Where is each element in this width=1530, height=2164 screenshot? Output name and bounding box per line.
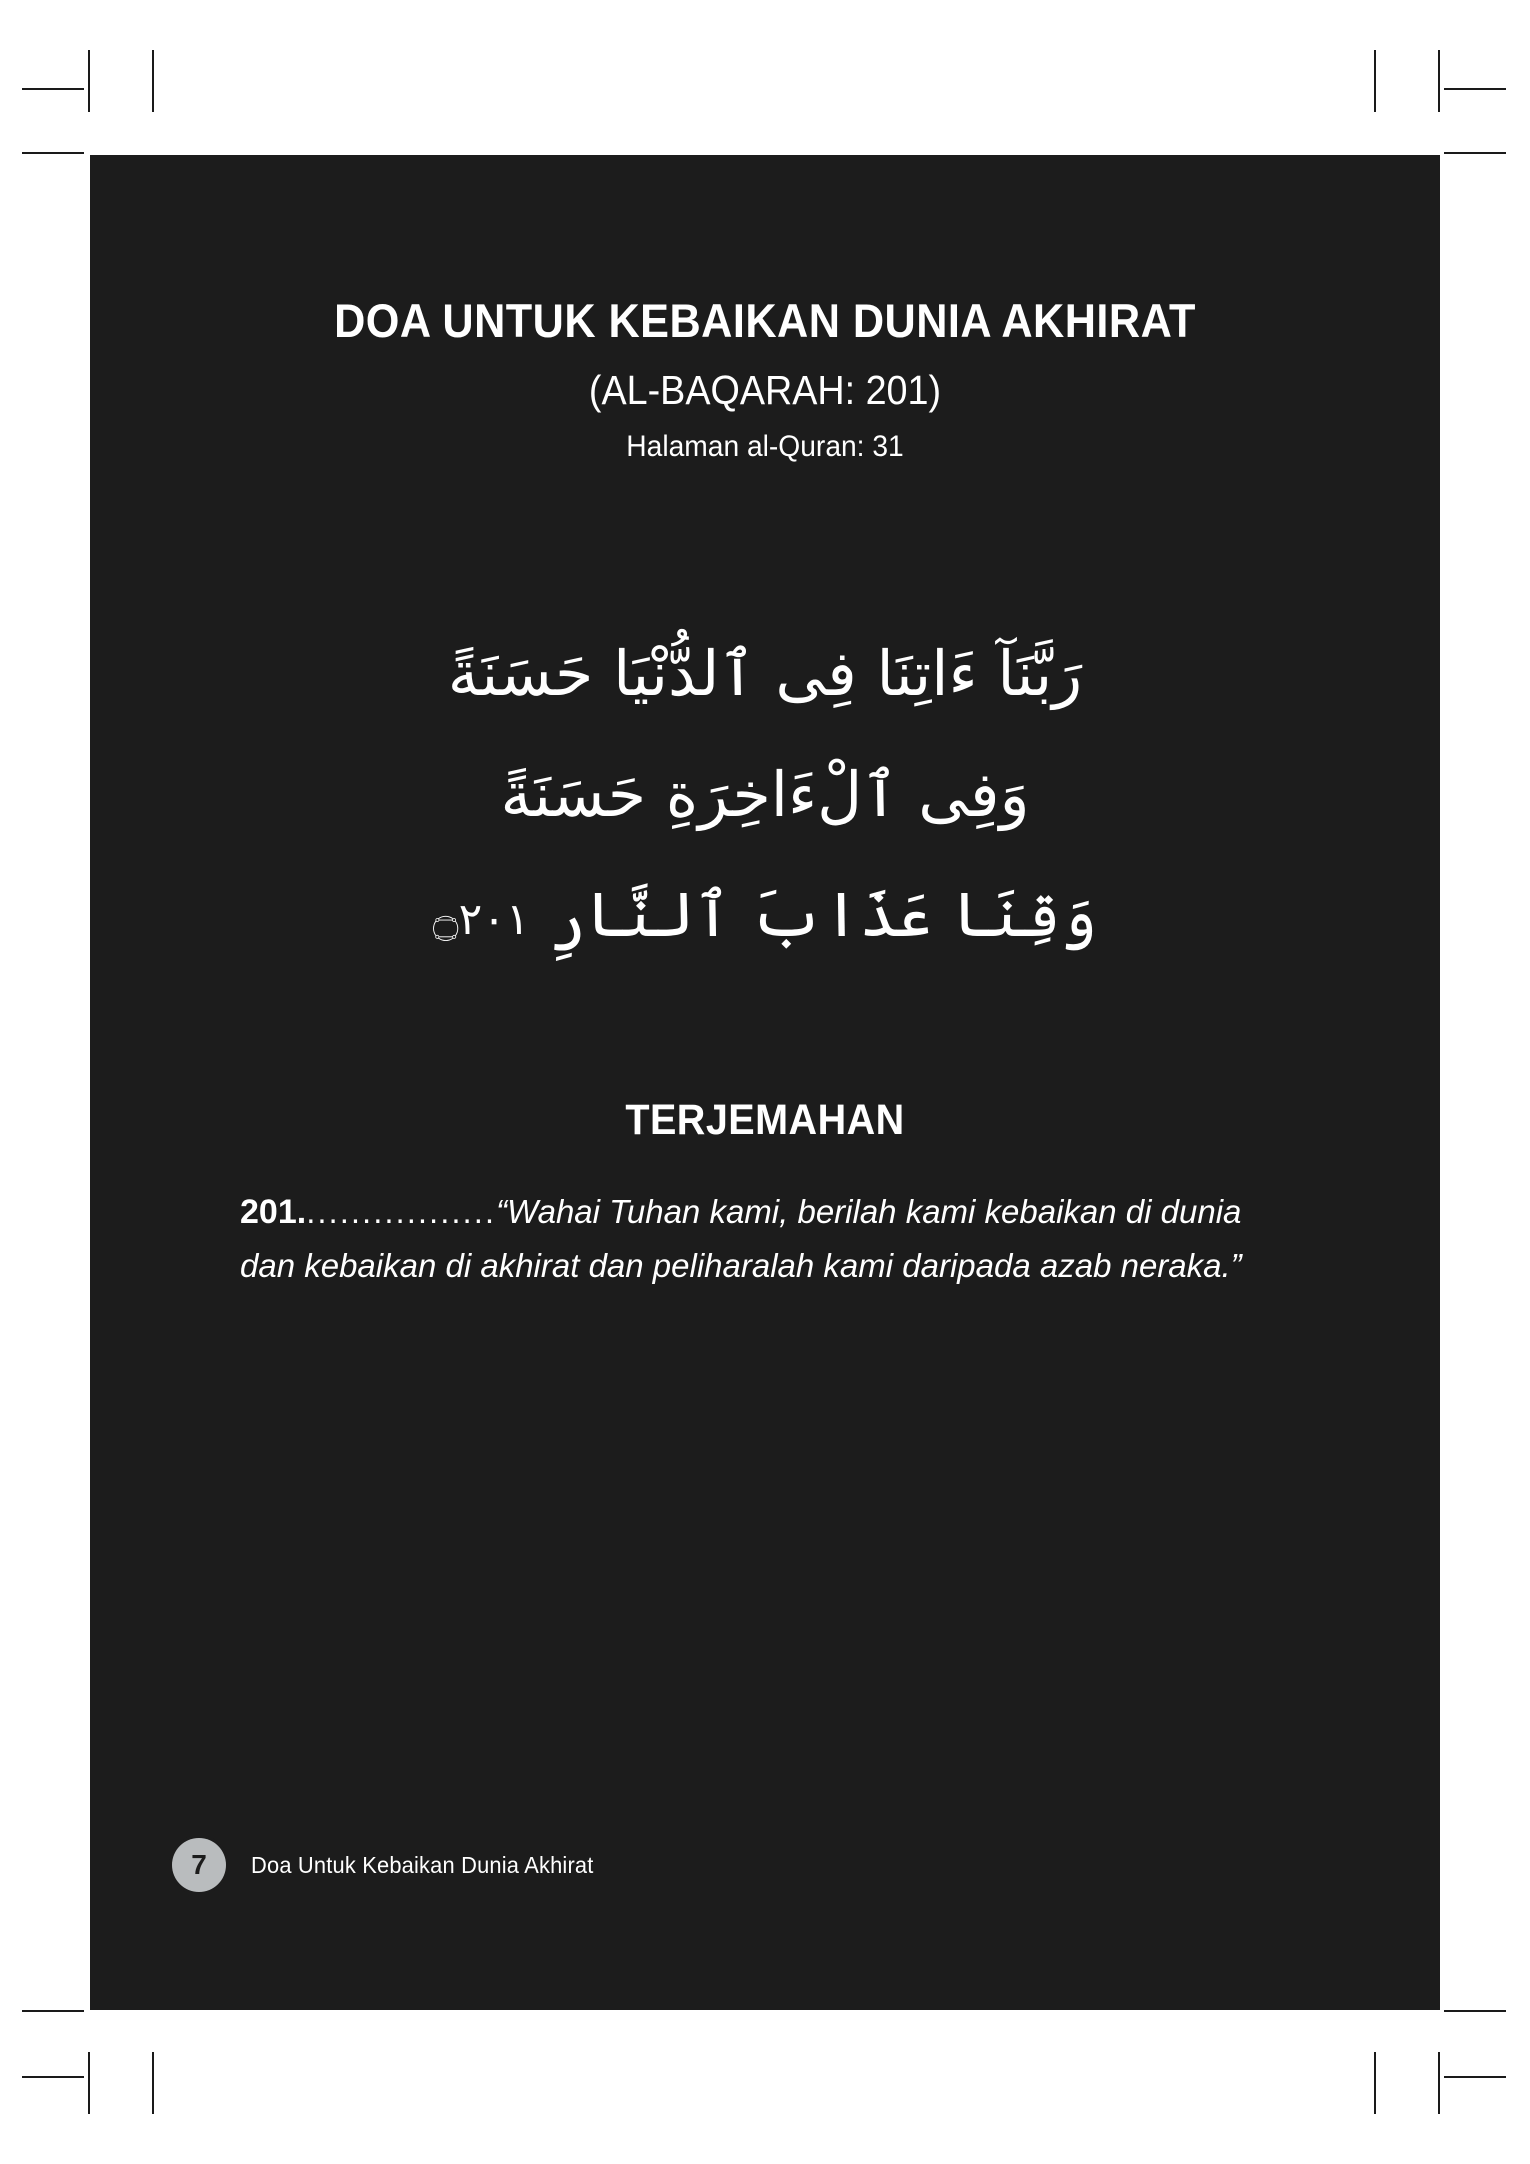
crop-mark-bottom-right-horizontal [1444,2010,1506,2012]
page-header [90,155,1440,464]
translation-text-block [90,1185,1440,1292]
page-title: DOA UNTUK KEBAIKAN DUNIA AKHIRAT [334,294,1196,347]
translation-heading: TERJEMAHAN [625,1096,905,1145]
arabic-verse [90,614,1440,977]
crop-mark-bottom-left-inner-horizontal [22,2076,84,2078]
crop-mark-top-left-inner-vertical [152,50,154,112]
crop-mark-bottom-left-horizontal [22,2010,84,2012]
crop-mark-top-right-inner-horizontal [1444,88,1506,90]
crop-mark-top-left-vertical [88,50,90,112]
arabic-line-2: وَفِى ٱلْءَاخِرَةِ حَسَنَةً [500,757,1030,831]
quran-page-reference: Halaman al-Quran: 31 [626,429,904,463]
ayah-number-marker: ۝٢٠١ [432,893,530,945]
arabic-line-3-text: وَقِنَا عَذَابَ ٱلنَّارِ [549,878,1098,952]
page-footer [172,1838,603,1892]
arabic-line-1: رَبَّنَآ ءَاتِنَا فِى ٱلدُّنْيَا حَسَنَةً [447,636,1083,710]
arabic-line-3 [210,855,1320,976]
page-canvas [90,155,1440,2010]
dot-leader: ................. [306,1193,497,1231]
translation-text: “Wahai Tuhan kami, berilah kami kebaikan di dunia dan kebaikan di akhirat dan peliharalah kami daripada azab neraka.” [240,1193,1242,1284]
crop-mark-bottom-right-inner-vertical [1374,2052,1376,2114]
crop-mark-top-left-inner-horizontal [22,88,84,90]
crop-mark-top-left-horizontal [22,152,84,154]
crop-mark-bottom-left-inner-vertical [152,2052,154,2114]
crop-mark-bottom-right-inner-horizontal [1444,2076,1506,2078]
folio-number: 7 [172,1838,226,1892]
crop-mark-bottom-right-vertical [1438,2052,1440,2114]
crop-mark-top-right-vertical [1438,50,1440,112]
crop-mark-top-right-horizontal [1444,152,1506,154]
crop-mark-bottom-left-vertical [88,2052,90,2114]
footer-label: Doa Untuk Kebaikan Dunia Akhirat [251,1851,594,1878]
verse-number: 201. [240,1193,307,1232]
page-subtitle: (AL-BAQARAH: 201) [588,366,942,413]
crop-mark-top-right-inner-vertical [1374,50,1376,112]
